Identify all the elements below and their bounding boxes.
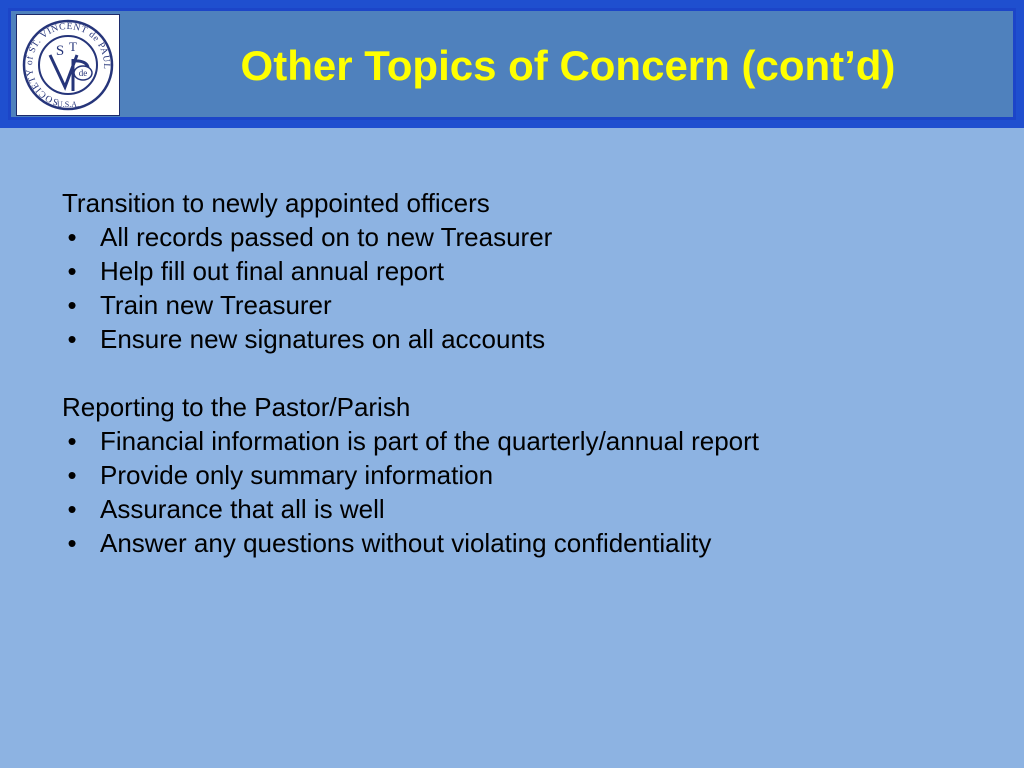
section-reporting — [62, 390, 982, 560]
list-item-text: Assurance that all is well — [100, 494, 385, 524]
svg-text:de: de — [78, 68, 88, 78]
svdp-logo — [16, 14, 120, 116]
list-item-text: Provide only summary information — [100, 460, 494, 490]
bullet-icon: • — [67, 494, 77, 524]
bullet-list — [62, 424, 982, 560]
svg-text:S: S — [55, 43, 65, 59]
list-item — [62, 458, 982, 492]
svg-text:T: T — [69, 39, 77, 54]
list-item — [62, 424, 982, 458]
list-item-text: Train new Treasurer — [100, 290, 332, 320]
bullet-icon: • — [67, 256, 77, 286]
slide-body — [62, 186, 982, 594]
list-item-text: Ensure new signatures on all accounts — [100, 324, 546, 354]
section-transition — [62, 186, 982, 356]
list-item-text: Help fill out final annual report — [100, 256, 444, 286]
list-item-text: All records passed on to new Treasurer — [100, 222, 553, 252]
bullet-icon: • — [67, 324, 77, 354]
bullet-icon: • — [67, 426, 77, 456]
list-item — [62, 322, 982, 356]
list-item — [62, 220, 982, 254]
svg-text:U.S.A.: U.S.A. — [56, 100, 80, 109]
list-item-text: Answer any questions without violating confidentiality — [100, 528, 712, 558]
section-heading: Reporting to the Pastor/Parish — [62, 392, 411, 422]
list-item — [62, 288, 982, 322]
list-item — [62, 492, 982, 526]
list-item — [62, 254, 982, 288]
bullet-icon: • — [67, 222, 77, 252]
svdp-seal-icon — [17, 15, 119, 115]
slide-title: Other Topics of Concern (cont’d) — [240, 42, 896, 89]
svg-text:SOCIETY of ST. VINCENT de PAUL: SOCIETY of ST. VINCENT de PAUL — [24, 21, 112, 107]
list-item-text: Financial information is part of the quarterly/annual report — [100, 426, 760, 456]
bullet-icon: • — [67, 290, 77, 320]
bullet-list — [62, 220, 982, 356]
bullet-icon: • — [67, 528, 77, 558]
list-item — [62, 526, 982, 560]
bullet-icon: • — [67, 460, 77, 490]
section-heading: Transition to newly appointed officers — [62, 188, 490, 218]
